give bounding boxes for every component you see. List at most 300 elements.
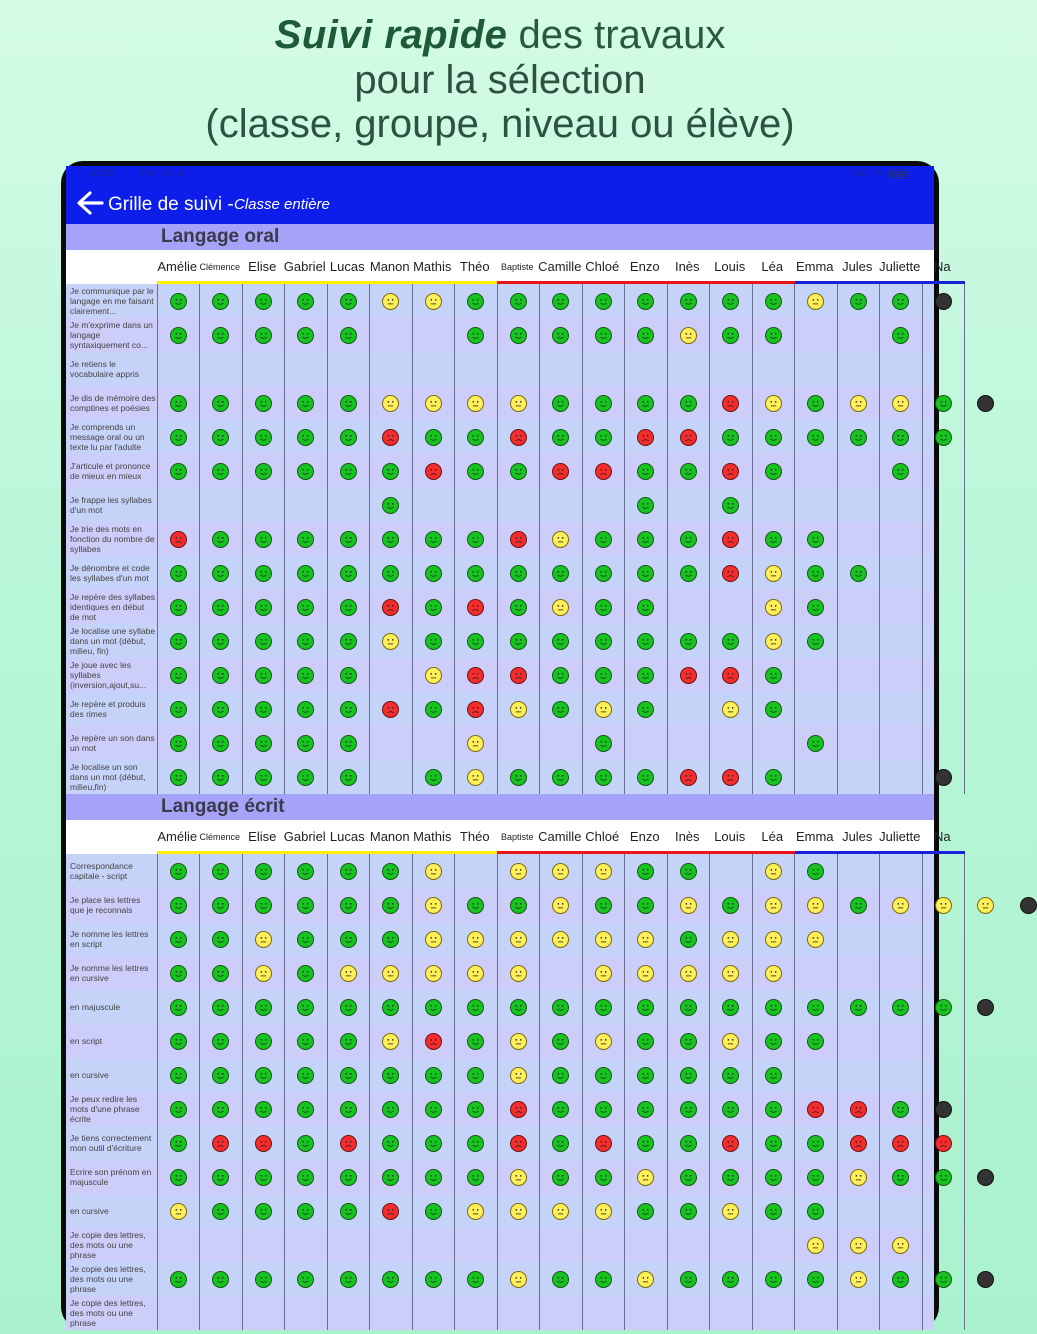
student-name[interactable]: Camille [538, 259, 582, 274]
happy-face-icon[interactable] [552, 293, 569, 310]
happy-face-icon[interactable] [340, 1169, 357, 1186]
happy-face-icon[interactable] [552, 999, 569, 1016]
happy-face-icon[interactable] [340, 1033, 357, 1050]
happy-face-icon[interactable] [170, 1135, 187, 1152]
happy-face-icon[interactable] [807, 633, 824, 650]
happy-face-icon[interactable] [425, 633, 442, 650]
student-name[interactable]: Lucas [329, 259, 365, 274]
student-name[interactable]: Na [933, 259, 951, 274]
happy-face-icon[interactable] [807, 429, 824, 446]
student-name[interactable]: Na [933, 829, 951, 844]
happy-face-icon[interactable] [212, 395, 229, 412]
neutral-face-icon[interactable] [765, 965, 782, 982]
happy-face-icon[interactable] [637, 999, 654, 1016]
student-name[interactable]: Amélie [157, 829, 198, 844]
neutral-face-icon[interactable] [850, 1271, 867, 1288]
happy-face-icon[interactable] [297, 667, 314, 684]
happy-face-icon[interactable] [765, 1271, 782, 1288]
neutral-face-icon[interactable] [935, 897, 952, 914]
happy-face-icon[interactable] [552, 1271, 569, 1288]
happy-face-icon[interactable] [340, 293, 357, 310]
happy-face-icon[interactable] [765, 667, 782, 684]
happy-face-icon[interactable] [935, 395, 952, 412]
happy-face-icon[interactable] [297, 1135, 314, 1152]
happy-face-icon[interactable] [255, 531, 272, 548]
happy-face-icon[interactable] [722, 293, 739, 310]
neutral-face-icon[interactable] [510, 1067, 527, 1084]
neutral-face-icon[interactable] [382, 293, 399, 310]
happy-face-icon[interactable] [807, 395, 824, 412]
happy-face-icon[interactable] [722, 897, 739, 914]
neutral-face-icon[interactable] [255, 931, 272, 948]
happy-face-icon[interactable] [255, 565, 272, 582]
sad-face-icon[interactable] [467, 599, 484, 616]
happy-face-icon[interactable] [765, 463, 782, 480]
student-name[interactable]: Jules [842, 829, 873, 844]
sad-face-icon[interactable] [382, 599, 399, 616]
sad-face-icon[interactable] [510, 667, 527, 684]
student-name[interactable]: Lucas [329, 829, 365, 844]
happy-face-icon[interactable] [935, 429, 952, 446]
happy-face-icon[interactable] [680, 1271, 697, 1288]
sad-face-icon[interactable] [425, 1033, 442, 1050]
happy-face-icon[interactable] [425, 701, 442, 718]
happy-face-icon[interactable] [425, 999, 442, 1016]
happy-face-icon[interactable] [552, 1067, 569, 1084]
happy-face-icon[interactable] [212, 531, 229, 548]
neutral-face-icon[interactable] [850, 395, 867, 412]
neutral-face-icon[interactable] [467, 735, 484, 752]
neutral-face-icon[interactable] [425, 931, 442, 948]
happy-face-icon[interactable] [467, 1135, 484, 1152]
happy-face-icon[interactable] [255, 395, 272, 412]
neutral-face-icon[interactable] [552, 599, 569, 616]
happy-face-icon[interactable] [892, 429, 909, 446]
happy-face-icon[interactable] [212, 1101, 229, 1118]
neutral-face-icon[interactable] [425, 965, 442, 982]
happy-face-icon[interactable] [170, 293, 187, 310]
happy-face-icon[interactable] [850, 429, 867, 446]
happy-face-icon[interactable] [552, 1169, 569, 1186]
happy-face-icon[interactable] [807, 863, 824, 880]
happy-face-icon[interactable] [340, 701, 357, 718]
happy-face-icon[interactable] [255, 1203, 272, 1220]
happy-face-icon[interactable] [510, 897, 527, 914]
happy-face-icon[interactable] [595, 395, 612, 412]
happy-face-icon[interactable] [595, 897, 612, 914]
neutral-face-icon[interactable] [467, 1203, 484, 1220]
neutral-face-icon[interactable] [467, 931, 484, 948]
happy-face-icon[interactable] [382, 897, 399, 914]
happy-face-icon[interactable] [765, 1033, 782, 1050]
neutral-face-icon[interactable] [552, 531, 569, 548]
dark-face-icon[interactable] [1020, 897, 1037, 914]
neutral-face-icon[interactable] [765, 395, 782, 412]
happy-face-icon[interactable] [765, 1203, 782, 1220]
happy-face-icon[interactable] [170, 897, 187, 914]
arrow-left-icon[interactable] [72, 188, 106, 218]
happy-face-icon[interactable] [255, 897, 272, 914]
neutral-face-icon[interactable] [807, 1237, 824, 1254]
happy-face-icon[interactable] [255, 293, 272, 310]
happy-face-icon[interactable] [722, 999, 739, 1016]
happy-face-icon[interactable] [255, 1067, 272, 1084]
happy-face-icon[interactable] [212, 701, 229, 718]
happy-face-icon[interactable] [637, 863, 654, 880]
neutral-face-icon[interactable] [680, 897, 697, 914]
neutral-face-icon[interactable] [510, 863, 527, 880]
happy-face-icon[interactable] [212, 863, 229, 880]
happy-face-icon[interactable] [170, 633, 187, 650]
happy-face-icon[interactable] [382, 931, 399, 948]
happy-face-icon[interactable] [595, 1101, 612, 1118]
student-name[interactable]: Gabriel [283, 259, 326, 274]
happy-face-icon[interactable] [255, 633, 272, 650]
happy-face-icon[interactable] [297, 1067, 314, 1084]
happy-face-icon[interactable] [297, 565, 314, 582]
neutral-face-icon[interactable] [850, 1169, 867, 1186]
happy-face-icon[interactable] [255, 667, 272, 684]
happy-face-icon[interactable] [255, 701, 272, 718]
happy-face-icon[interactable] [297, 897, 314, 914]
sad-face-icon[interactable] [382, 429, 399, 446]
happy-face-icon[interactable] [722, 1101, 739, 1118]
happy-face-icon[interactable] [212, 599, 229, 616]
happy-face-icon[interactable] [552, 395, 569, 412]
happy-face-icon[interactable] [425, 1169, 442, 1186]
student-name[interactable]: Emma [795, 259, 834, 274]
sad-face-icon[interactable] [510, 429, 527, 446]
sad-face-icon[interactable] [510, 531, 527, 548]
happy-face-icon[interactable] [170, 1271, 187, 1288]
happy-face-icon[interactable] [467, 1067, 484, 1084]
student-name[interactable]: Manon [369, 829, 410, 844]
happy-face-icon[interactable] [212, 735, 229, 752]
happy-face-icon[interactable] [255, 1101, 272, 1118]
happy-face-icon[interactable] [892, 1169, 909, 1186]
happy-face-icon[interactable] [637, 1135, 654, 1152]
happy-face-icon[interactable] [722, 1169, 739, 1186]
happy-face-icon[interactable] [552, 565, 569, 582]
sad-face-icon[interactable] [722, 395, 739, 412]
neutral-face-icon[interactable] [765, 633, 782, 650]
happy-face-icon[interactable] [850, 565, 867, 582]
neutral-face-icon[interactable] [552, 863, 569, 880]
student-name[interactable]: Mathis [413, 259, 452, 274]
neutral-face-icon[interactable] [382, 965, 399, 982]
happy-face-icon[interactable] [765, 999, 782, 1016]
student-name[interactable]: Louis [714, 829, 746, 844]
happy-face-icon[interactable] [765, 429, 782, 446]
neutral-face-icon[interactable] [807, 293, 824, 310]
happy-face-icon[interactable] [255, 327, 272, 344]
sad-face-icon[interactable] [722, 565, 739, 582]
happy-face-icon[interactable] [595, 999, 612, 1016]
happy-face-icon[interactable] [340, 1203, 357, 1220]
happy-face-icon[interactable] [595, 293, 612, 310]
happy-face-icon[interactable] [212, 463, 229, 480]
happy-face-icon[interactable] [510, 293, 527, 310]
neutral-face-icon[interactable] [510, 965, 527, 982]
student-name[interactable]: Enzo [629, 259, 660, 274]
happy-face-icon[interactable] [425, 599, 442, 616]
sad-face-icon[interactable] [467, 701, 484, 718]
neutral-face-icon[interactable] [765, 931, 782, 948]
happy-face-icon[interactable] [425, 531, 442, 548]
happy-face-icon[interactable] [467, 897, 484, 914]
happy-face-icon[interactable] [170, 769, 187, 786]
happy-face-icon[interactable] [595, 735, 612, 752]
student-name[interactable]: Camille [538, 829, 582, 844]
happy-face-icon[interactable] [212, 769, 229, 786]
sad-face-icon[interactable] [722, 667, 739, 684]
happy-face-icon[interactable] [510, 463, 527, 480]
happy-face-icon[interactable] [297, 293, 314, 310]
happy-face-icon[interactable] [340, 565, 357, 582]
happy-face-icon[interactable] [467, 463, 484, 480]
happy-face-icon[interactable] [382, 1135, 399, 1152]
neutral-face-icon[interactable] [510, 931, 527, 948]
happy-face-icon[interactable] [255, 735, 272, 752]
happy-face-icon[interactable] [467, 1169, 484, 1186]
happy-face-icon[interactable] [892, 463, 909, 480]
happy-face-icon[interactable] [595, 327, 612, 344]
neutral-face-icon[interactable] [977, 897, 994, 914]
happy-face-icon[interactable] [170, 667, 187, 684]
neutral-face-icon[interactable] [637, 1271, 654, 1288]
happy-face-icon[interactable] [892, 293, 909, 310]
neutral-face-icon[interactable] [552, 931, 569, 948]
sad-face-icon[interactable] [680, 667, 697, 684]
happy-face-icon[interactable] [467, 429, 484, 446]
happy-face-icon[interactable] [892, 327, 909, 344]
happy-face-icon[interactable] [170, 1169, 187, 1186]
sad-face-icon[interactable] [680, 769, 697, 786]
sad-face-icon[interactable] [425, 463, 442, 480]
happy-face-icon[interactable] [807, 1033, 824, 1050]
happy-face-icon[interactable] [340, 863, 357, 880]
happy-face-icon[interactable] [212, 965, 229, 982]
happy-face-icon[interactable] [297, 1203, 314, 1220]
sad-face-icon[interactable] [212, 1135, 229, 1152]
happy-face-icon[interactable] [170, 1067, 187, 1084]
happy-face-icon[interactable] [510, 599, 527, 616]
neutral-face-icon[interactable] [807, 931, 824, 948]
student-name[interactable]: Théo [459, 259, 490, 274]
happy-face-icon[interactable] [510, 999, 527, 1016]
happy-face-icon[interactable] [680, 999, 697, 1016]
student-name[interactable]: Inès [674, 259, 700, 274]
happy-face-icon[interactable] [382, 565, 399, 582]
happy-face-icon[interactable] [467, 1101, 484, 1118]
happy-face-icon[interactable] [170, 1101, 187, 1118]
happy-face-icon[interactable] [425, 1101, 442, 1118]
student-name[interactable]: Baptiste [500, 262, 534, 272]
neutral-face-icon[interactable] [595, 965, 612, 982]
happy-face-icon[interactable] [297, 999, 314, 1016]
happy-face-icon[interactable] [425, 1271, 442, 1288]
neutral-face-icon[interactable] [765, 565, 782, 582]
sad-face-icon[interactable] [595, 1135, 612, 1152]
happy-face-icon[interactable] [255, 863, 272, 880]
happy-face-icon[interactable] [892, 1271, 909, 1288]
happy-face-icon[interactable] [297, 463, 314, 480]
neutral-face-icon[interactable] [892, 395, 909, 412]
happy-face-icon[interactable] [722, 429, 739, 446]
happy-face-icon[interactable] [510, 633, 527, 650]
happy-face-icon[interactable] [680, 1135, 697, 1152]
happy-face-icon[interactable] [170, 429, 187, 446]
dark-face-icon[interactable] [935, 293, 952, 310]
happy-face-icon[interactable] [340, 931, 357, 948]
happy-face-icon[interactable] [765, 1067, 782, 1084]
sad-face-icon[interactable] [595, 463, 612, 480]
happy-face-icon[interactable] [765, 701, 782, 718]
neutral-face-icon[interactable] [382, 1033, 399, 1050]
happy-face-icon[interactable] [637, 565, 654, 582]
happy-face-icon[interactable] [212, 327, 229, 344]
happy-face-icon[interactable] [255, 769, 272, 786]
happy-face-icon[interactable] [552, 1101, 569, 1118]
happy-face-icon[interactable] [637, 1101, 654, 1118]
happy-face-icon[interactable] [595, 667, 612, 684]
happy-face-icon[interactable] [510, 327, 527, 344]
student-name[interactable]: Clémence [199, 832, 241, 842]
happy-face-icon[interactable] [382, 497, 399, 514]
happy-face-icon[interactable] [552, 667, 569, 684]
happy-face-icon[interactable] [297, 429, 314, 446]
happy-face-icon[interactable] [637, 667, 654, 684]
dark-face-icon[interactable] [935, 769, 952, 786]
happy-face-icon[interactable] [807, 531, 824, 548]
neutral-face-icon[interactable] [552, 1203, 569, 1220]
sad-face-icon[interactable] [935, 1135, 952, 1152]
happy-face-icon[interactable] [467, 999, 484, 1016]
sad-face-icon[interactable] [382, 701, 399, 718]
neutral-face-icon[interactable] [680, 965, 697, 982]
sad-face-icon[interactable] [467, 667, 484, 684]
happy-face-icon[interactable] [382, 863, 399, 880]
neutral-face-icon[interactable] [425, 667, 442, 684]
student-name[interactable]: Emma [795, 829, 834, 844]
happy-face-icon[interactable] [255, 429, 272, 446]
happy-face-icon[interactable] [425, 429, 442, 446]
neutral-face-icon[interactable] [510, 1033, 527, 1050]
neutral-face-icon[interactable] [595, 1033, 612, 1050]
happy-face-icon[interactable] [637, 1067, 654, 1084]
happy-face-icon[interactable] [722, 1067, 739, 1084]
sad-face-icon[interactable] [892, 1135, 909, 1152]
happy-face-icon[interactable] [680, 1169, 697, 1186]
happy-face-icon[interactable] [552, 327, 569, 344]
sad-face-icon[interactable] [510, 1101, 527, 1118]
happy-face-icon[interactable] [807, 1271, 824, 1288]
neutral-face-icon[interactable] [595, 931, 612, 948]
student-name[interactable]: Elise [248, 259, 277, 274]
happy-face-icon[interactable] [212, 565, 229, 582]
happy-face-icon[interactable] [212, 667, 229, 684]
happy-face-icon[interactable] [637, 897, 654, 914]
happy-face-icon[interactable] [765, 531, 782, 548]
sad-face-icon[interactable] [722, 1135, 739, 1152]
happy-face-icon[interactable] [722, 633, 739, 650]
sad-face-icon[interactable] [722, 463, 739, 480]
happy-face-icon[interactable] [595, 633, 612, 650]
happy-face-icon[interactable] [892, 1101, 909, 1118]
happy-face-icon[interactable] [170, 735, 187, 752]
happy-face-icon[interactable] [297, 701, 314, 718]
happy-face-icon[interactable] [765, 1101, 782, 1118]
happy-face-icon[interactable] [807, 1135, 824, 1152]
happy-face-icon[interactable] [212, 931, 229, 948]
happy-face-icon[interactable] [170, 965, 187, 982]
happy-face-icon[interactable] [510, 565, 527, 582]
happy-face-icon[interactable] [212, 1203, 229, 1220]
happy-face-icon[interactable] [212, 633, 229, 650]
happy-face-icon[interactable] [637, 293, 654, 310]
happy-face-icon[interactable] [595, 769, 612, 786]
happy-face-icon[interactable] [467, 633, 484, 650]
happy-face-icon[interactable] [297, 1169, 314, 1186]
happy-face-icon[interactable] [212, 429, 229, 446]
student-name[interactable]: Juliette [879, 829, 921, 844]
happy-face-icon[interactable] [467, 293, 484, 310]
happy-face-icon[interactable] [297, 769, 314, 786]
happy-face-icon[interactable] [680, 1203, 697, 1220]
happy-face-icon[interactable] [170, 863, 187, 880]
happy-face-icon[interactable] [680, 531, 697, 548]
happy-face-icon[interactable] [595, 1169, 612, 1186]
happy-face-icon[interactable] [340, 667, 357, 684]
dark-face-icon[interactable] [977, 999, 994, 1016]
happy-face-icon[interactable] [382, 1169, 399, 1186]
neutral-face-icon[interactable] [722, 1033, 739, 1050]
neutral-face-icon[interactable] [765, 863, 782, 880]
happy-face-icon[interactable] [722, 1271, 739, 1288]
happy-face-icon[interactable] [637, 633, 654, 650]
student-name[interactable]: Gabriel [283, 829, 326, 844]
happy-face-icon[interactable] [680, 565, 697, 582]
happy-face-icon[interactable] [212, 1271, 229, 1288]
neutral-face-icon[interactable] [425, 293, 442, 310]
dark-face-icon[interactable] [935, 1101, 952, 1118]
happy-face-icon[interactable] [637, 395, 654, 412]
sad-face-icon[interactable] [255, 1135, 272, 1152]
happy-face-icon[interactable] [765, 1169, 782, 1186]
student-name[interactable]: Juliette [879, 259, 921, 274]
happy-face-icon[interactable] [340, 897, 357, 914]
neutral-face-icon[interactable] [425, 863, 442, 880]
happy-face-icon[interactable] [255, 1169, 272, 1186]
happy-face-icon[interactable] [382, 531, 399, 548]
neutral-face-icon[interactable] [467, 965, 484, 982]
neutral-face-icon[interactable] [722, 965, 739, 982]
happy-face-icon[interactable] [297, 633, 314, 650]
neutral-face-icon[interactable] [892, 897, 909, 914]
happy-face-icon[interactable] [807, 735, 824, 752]
sad-face-icon[interactable] [552, 463, 569, 480]
happy-face-icon[interactable] [637, 599, 654, 616]
happy-face-icon[interactable] [382, 1271, 399, 1288]
student-name[interactable]: Amélie [157, 259, 198, 274]
happy-face-icon[interactable] [850, 897, 867, 914]
happy-face-icon[interactable] [552, 1135, 569, 1152]
neutral-face-icon[interactable] [340, 965, 357, 982]
student-name[interactable]: Jules [842, 259, 873, 274]
neutral-face-icon[interactable] [170, 1203, 187, 1220]
happy-face-icon[interactable] [552, 429, 569, 446]
neutral-face-icon[interactable] [510, 1169, 527, 1186]
